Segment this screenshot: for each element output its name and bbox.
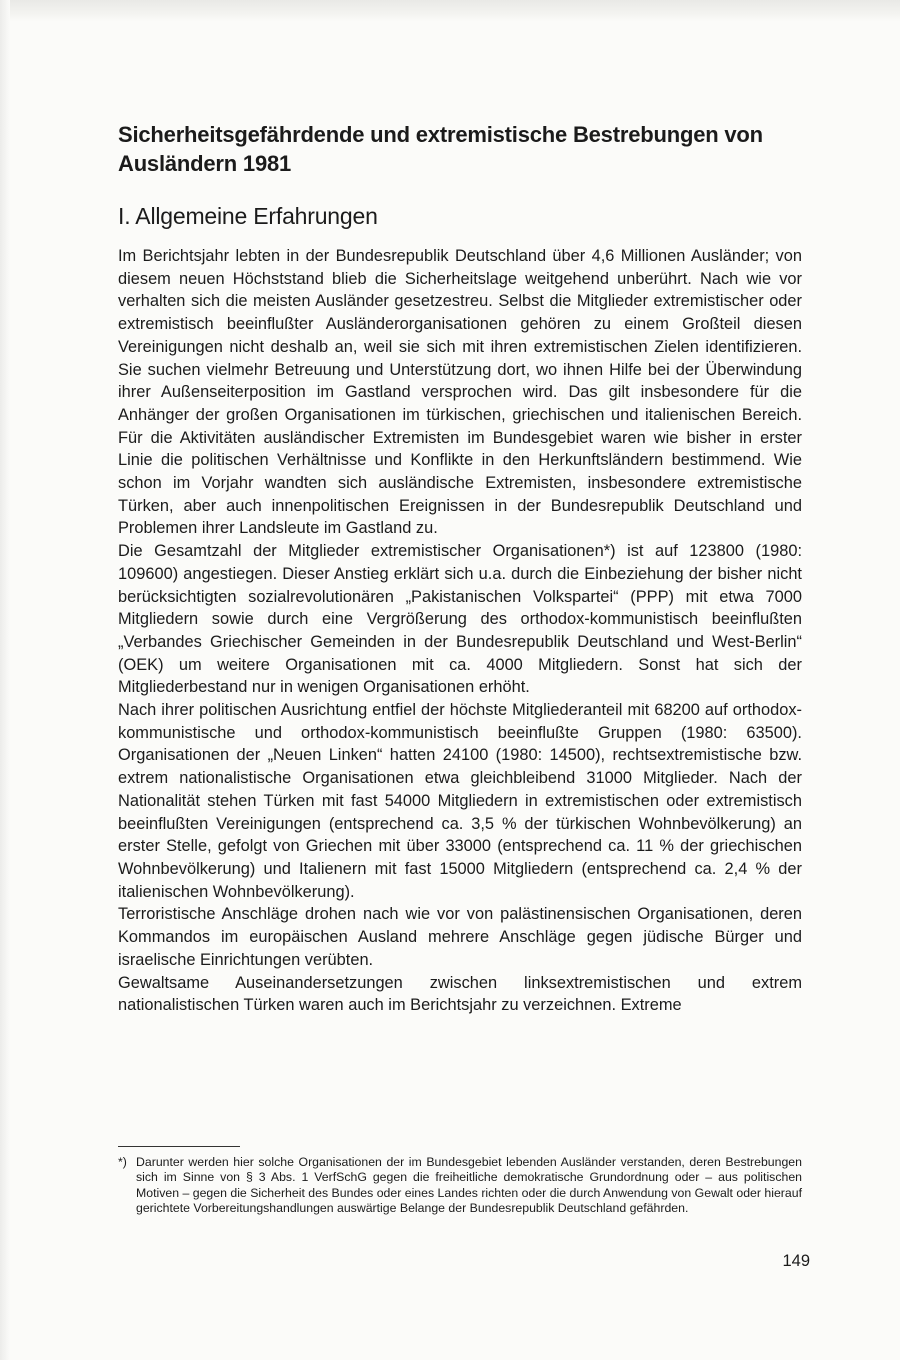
paragraph: Im Berichtsjahr lebten in der Bundesrepublik Deutschland über 4,6 Millionen Ausländer; von diesem neuen Höchststand blieb die Sicherheitslage weitgehend unberührt. Nach wie vor verhalten sich die meisten Ausländer gesetzestreu. Selbst die Mitglieder extremistischer oder extremistisch beeinflußter Ausländerorganisationen gehören zu einem Großteil diesen Vereinigungen nicht deshalb an, weil sie sich mit ihren extremistischen Zielen identifizieren. Sie suchen vielmehr Betreuung und Unterstützung dort, wo ihnen Hilfe bei der Überwindung ihrer Außenseiterposition im Gastland versprochen wird. Das gilt insbesondere für die Anhänger der großen Organisationen im türkischen, griechischen und italienischen Bereich. Für die Aktivitäten ausländischer Extremisten im Bundesgebiet waren wie bisher in erster Linie die politischen Verhältnisse und Konflikte in den Herkunftsländern bestimmend. Wie schon im Vorjahr wandten sich ausländische Extremisten, insbesondere extremistische Türken, aber auch innenpolitischen Ereignissen in der Bundesrepublik Deutschland und Problemen ihrer Landsleute im Gastland zu.: [118, 247, 802, 538]
paragraph: Terroristische Anschläge drohen nach wie vor von palästinensischen Organisationen, deren Kommandos im europäischen Ausland mehrere Anschläge gegen jüdische Bürger und israelische Einrichtungen verübten.: [118, 905, 802, 969]
footnote-divider: [118, 1146, 240, 1147]
footnote-marker: *): [118, 1155, 127, 1169]
scan-shadow-left: [0, 0, 10, 1360]
page-number: 149: [782, 1252, 810, 1270]
paragraph: Gewaltsame Auseinandersetzungen zwischen linksextremistischen und extrem nationalistischen Türken waren auch im Berichtsjahr zu verzeichnen. Extreme: [118, 973, 802, 1015]
section-heading: I. Allgemeine Erfahrungen: [118, 203, 378, 229]
footnote: [118, 1155, 802, 1216]
document-title: Sicherheitsgefährdende und extremistische Bestrebungen von Ausländern 1981: [118, 122, 763, 176]
paragraph: Die Gesamtzahl der Mitglieder extremistischer Organisationen*) ist auf 123800 (1980: 109600) angestiegen. Dieser Anstieg erklärt sich u.a. durch die Einbeziehung der bisher nicht berücksichtigten sozialrevolutionären „Pakistanischen Volkspartei“ (PPP) mit etwa 7000 Mitgliedern sowie durch eine Vergrößerung des orthodox-kommunistisch beeinflußten „Verbandes Griechischer Gemeinden in der Bundesrepublik Deutschland und West-Berlin“ (OEK) um weitere Organisationen mit ca. 4000 Mitgliedern. Sonst hat sich der Mitgliederbestand nur in wenigen Organisationen erhöht.: [118, 542, 802, 697]
paragraph: Nach ihrer politischen Ausrichtung entfiel der höchste Mitgliederanteil mit 68200 auf orthodox-kommunistische und orthodox-kommunistisch beeinflußte Gruppen (1980: 63500). Organisationen der „Neuen Linken“ hatten 24100 (1980: 14500), rechtsextremistische bzw. extrem nationalistische Organisationen etwa gleichbleibend 31000 Mitglieder. Nach der Nationalität stehen Türken mit fast 54000 Mitgliedern in extremistischen oder extremistisch beeinflußten Vereinigungen (entsprechend ca. 3,5 % der türkischen Wohnbevölkerung) an erster Stelle, gefolgt von Griechen mit über 33000 (entsprechend ca. 11 % der griechischen Wohnbevölkerung) und Italienern mit fast 15000 Mitgliedern (entsprechend ca. 2,4 % der italienischen Wohnbevölkerung).: [118, 701, 802, 901]
body-text: [118, 245, 802, 1017]
footnote-text: Darunter werden hier solche Organisationen der im Bundesgebiet lebenden Ausländer verstanden, deren Bestrebungen sich im Sinne von § 3 Abs. 1 VerfSchG gegen die freiheitliche demokratische Grundordnung oder – aus politischen Motiven – gegen die Sicherheit des Bundes oder eines Landes richten oder die durch Anwendung von Gewalt oder hierauf gerichtete Vorbereitungshandlungen auswärtige Belange der Bundesrepublik Deutschland gefährden.: [136, 1155, 802, 1215]
scan-shadow-top: [0, 0, 900, 22]
document-page: [118, 120, 802, 1017]
